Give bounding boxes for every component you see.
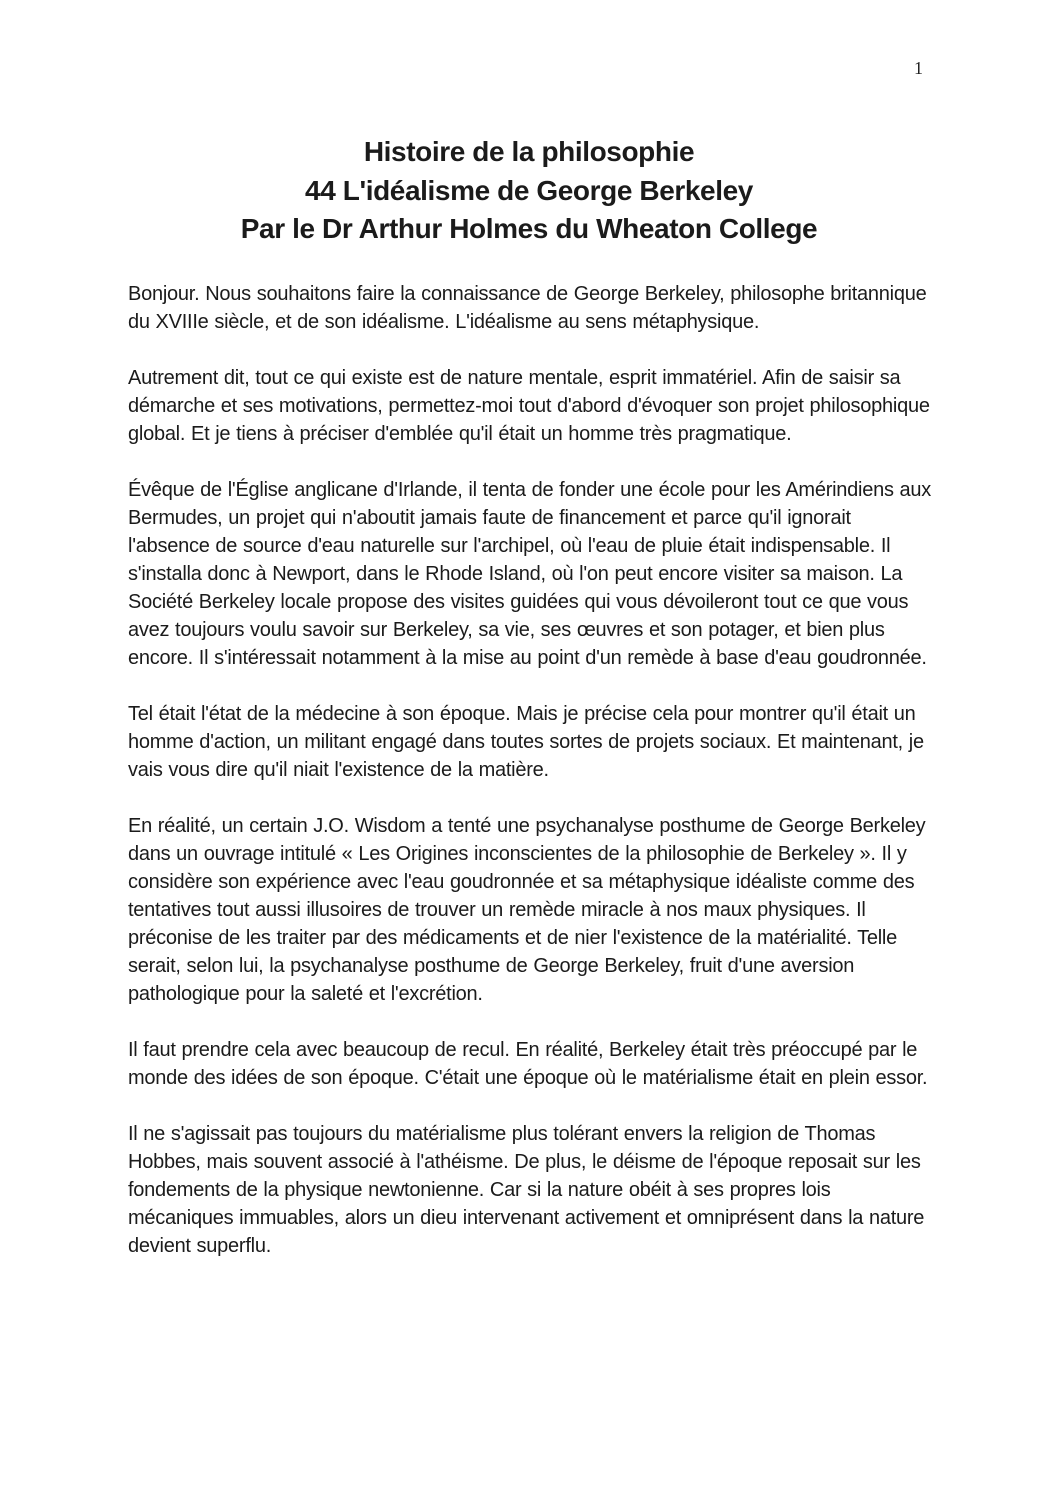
title-line-episode: 44 L'idéalisme de George Berkeley xyxy=(305,174,753,206)
title-line-author: Par le Dr Arthur Holmes du Wheaton College xyxy=(240,213,818,244)
paragraph: Tel était l'état de la médecine à son époque. Mais je précise cela pour montrer qu'il était un homme d'action, un militant engagé dans toutes sortes de projets sociaux. Et maintenant, je vais vous dire qu'il niait l'existence de la matière. xyxy=(128,702,924,781)
paragraph: En réalité, un certain J.O. Wisdom a tenté une psychanalyse posthume de George Berkeley dans un ouvrage intitulé « Les Origines inconscientes de la philosophie de Berkeley ». Il y considère son expérience avec l'eau goudronnée et sa métaphysique idéaliste comme des tentatives tout aussi illusoires de trouver un remède miracle à nos maux physiques. Il préconise de les traiter par des médicaments et de nier l'existence de la matérialité. Telle serait, selon lui, la psychanalyse posthume de George Berkeley, fruit d'une aversion pathologique pour la saleté et l'excrétion. xyxy=(128,814,926,1005)
paragraph: Autrement dit, tout ce qui existe est de nature mentale, esprit immatériel. Afin de saisir sa démarche et ses motivations, permettez-moi tout d'abord d'évoquer son projet philosophique global. Et je tiens à préciser d'emblée qu'il était un homme très pragmatique. xyxy=(128,366,930,445)
title-line-series: Histoire de la philosophie xyxy=(363,136,695,167)
paragraph: Il ne s'agissait pas toujours du matérialisme plus tolérant envers la religion de Thomas Hobbes, mais souvent associé à l'athéisme. De plus, le déisme de l'époque reposait sur les fondements de la physique newtonienne. Car si la nature obéit à ses propres lois mécaniques immuables, alors un dieu intervenant activement et omniprésent dans la nature devient superflu. xyxy=(128,1122,925,1257)
page-number: 1 xyxy=(914,58,923,78)
paragraph: Bonjour. Nous souhaitons faire la connaissance de George Berkeley, philosophe britannique du XVIIIe siècle, et de son idéalisme. L'idéalisme au sens métaphysique. xyxy=(128,282,927,333)
paragraph: Il faut prendre cela avec beaucoup de recul. En réalité, Berkeley était très préoccupé par le monde des idées de son époque. C'était une époque où le matérialisme était en plein essor. xyxy=(128,1038,928,1089)
document-title xyxy=(0,0,1058,249)
paragraph: Évêque de l'Église anglicane d'Irlande, il tenta de fonder une école pour les Amérindiens aux Bermudes, un projet qui n'aboutit jamais faute de financement et parce qu'il ignorait l'absence de source d'eau naturelle sur l'archipel, où l'eau de pluie était indispensable. Il s'installa donc à Newport, dans le Rhode Island, où l'on peut encore visiter sa maison. La Société Berkeley locale propose des visites guidées qui vous dévoileront tout ce que vous avez toujours voulu savoir sur Berkeley, sa vie, ses œuvres et son potager, et bien plus encore. Il s'intéressait notamment à la mise au point d'un remède à base d'eau goudronnée. xyxy=(128,478,932,669)
document-body xyxy=(0,249,1058,1260)
